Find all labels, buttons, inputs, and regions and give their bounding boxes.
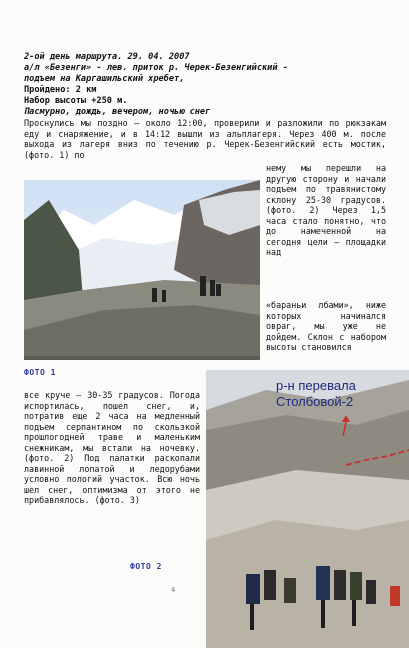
photo-2-image — [206, 370, 409, 648]
paragraph-rocks: «бараньи лбами», ниже которых начинался овраг, мы уже не дойдем. Склон с набором высоты становился — [266, 300, 386, 352]
photo-1-caption: ФОТО 1 — [24, 368, 56, 377]
paragraph-ascent: все круче – 30-35 градусов. Погода испортилась, пошел снег, и, потратив еще 2 часа на медленный подъем серпантином по скользкой прошлогодней траве и маленьким снежникам, мы встали на ночевку. (фото. 2) Под палатки раскопали лавинной лопатой и ледорубами условно пологий участок. Всю ночь шел снег, оптимизма от этого не прибавлялось. (фото. 3) — [24, 390, 200, 505]
weather-line: Пасмурно, дождь, вечером, ночью снег — [24, 107, 211, 117]
route-description: а/л «Безенги» - лев. приток р. Черек-Безенгийский - — [24, 63, 288, 73]
route-day-title: 2-ой день маршрута. 29. 04. 2007 — [24, 52, 190, 62]
photo-2-caption: ФОТО 2 — [130, 562, 162, 571]
altitude-gain: Набор высоты +250 м. — [24, 96, 128, 106]
photo-1-bridge-valley — [24, 180, 260, 360]
pass-label-line2: Столбовой-2 — [276, 394, 354, 409]
distance-covered: Пройдено: 2 км — [24, 85, 97, 95]
route-description-continued: подъем на Каргашильский хребет, — [24, 74, 185, 84]
pass-label-line1: р-н перевала — [276, 378, 356, 393]
paragraph-bridge: нему мы перешли на другую сторону и начали подъем по травянистому склону 25-30 градусов. (фото. 2) Через 1,5 часа стало понятно, что до намеченной на сегодня цели – площадки над — [266, 163, 386, 257]
paragraph-intro: Проснулись мы поздно – около 12:00, проверили и разложили по рюкзакам еду и снаряжение, и в 14:12 вышли из альплагеря. Через 400 м. после выхода из лагеря вниз по течению р. Черек-Безенгийский есть мостик, (фото. 1) по — [24, 118, 386, 160]
photo-1-image — [24, 180, 260, 360]
page-number: 4 — [171, 586, 176, 594]
photo-2-slope — [206, 370, 409, 648]
